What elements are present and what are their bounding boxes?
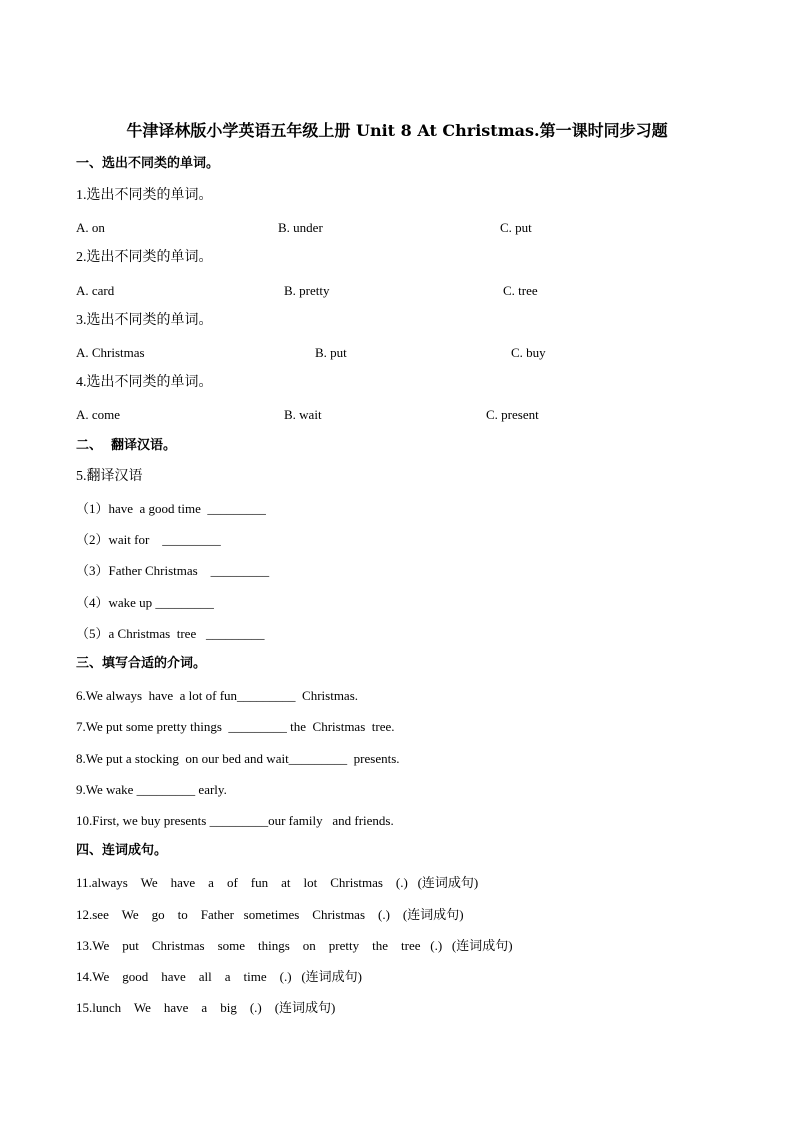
preposition-item-8: 8.We put a stocking on our bed and wait_________ presents. (76, 751, 400, 766)
sentence-item-14: 14.We good have all a time (.) (连词成句) (76, 969, 362, 984)
sentence-item-13: 13.We put Christmas some things on pretty the tree (.) (连词成句) (76, 938, 513, 953)
question-2-option-c: C. tree (503, 283, 538, 298)
section4-heading: 四、连词成句。 (76, 843, 168, 858)
translate-item-1: （1）have a good time _________ (76, 501, 266, 516)
question-4-option-b: B. wait (284, 407, 322, 422)
question-1-option-a: A. on (76, 220, 105, 235)
translate-item-2: （2）wait for _________ (76, 532, 221, 547)
translate-item-3: （3）Father Christmas _________ (76, 563, 270, 578)
question-1-stem: 1.选出不同类的单词。 (76, 188, 213, 203)
question-1-option-c: C. put (500, 220, 532, 235)
preposition-item-6: 6.We always have a lot of fun_________ Christmas. (76, 688, 359, 703)
sentence-item-11: 11.always We have a of fun at lot Christmas (.) (连词成句) (76, 875, 479, 890)
sentence-item-15: 15.lunch We have a big (.) (连词成句) (76, 1000, 336, 1015)
question-2-option-b: B. pretty (284, 283, 330, 298)
preposition-item-10: 10.First, we buy presents _________our family and friends. (76, 813, 394, 828)
question-5-stem: 5.翻译汉语 (76, 469, 143, 484)
sentence-item-12: 12.see We go to Father sometimes Christmas (.) (连词成句) (76, 907, 464, 922)
question-3-option-b: B. put (315, 345, 347, 360)
question-4-option-a: A. come (76, 407, 121, 422)
question-2-option-a: A. card (76, 283, 115, 298)
section1-heading: 一、选出不同类的单词。 (76, 156, 220, 171)
question-3-option-a: A. Christmas (76, 345, 145, 360)
preposition-item-9: 9.We wake _________ early. (76, 782, 227, 797)
translate-item-4: （4）wake up _________ (76, 595, 214, 610)
translate-item-5: （5）a Christmas tree _________ (76, 626, 265, 641)
section2-heading: 二、 翻译汉语。 (76, 438, 177, 453)
page-title: 牛津译林版小学英语五年级上册 Unit 8 At Christmas.第一课时同步习题 (126, 121, 668, 140)
question-3-stem: 3.选出不同类的单词。 (76, 313, 213, 328)
question-2-stem: 2.选出不同类的单词。 (76, 250, 213, 265)
question-4-option-c: C. present (486, 407, 539, 422)
section3-heading: 三、填写合适的介词。 (76, 656, 207, 671)
question-4-stem: 4.选出不同类的单词。 (76, 375, 213, 390)
question-3-option-c: C. buy (511, 345, 546, 360)
preposition-item-7: 7.We put some pretty things _________ the Christmas tree. (76, 719, 395, 734)
question-1-option-b: B. under (278, 220, 323, 235)
